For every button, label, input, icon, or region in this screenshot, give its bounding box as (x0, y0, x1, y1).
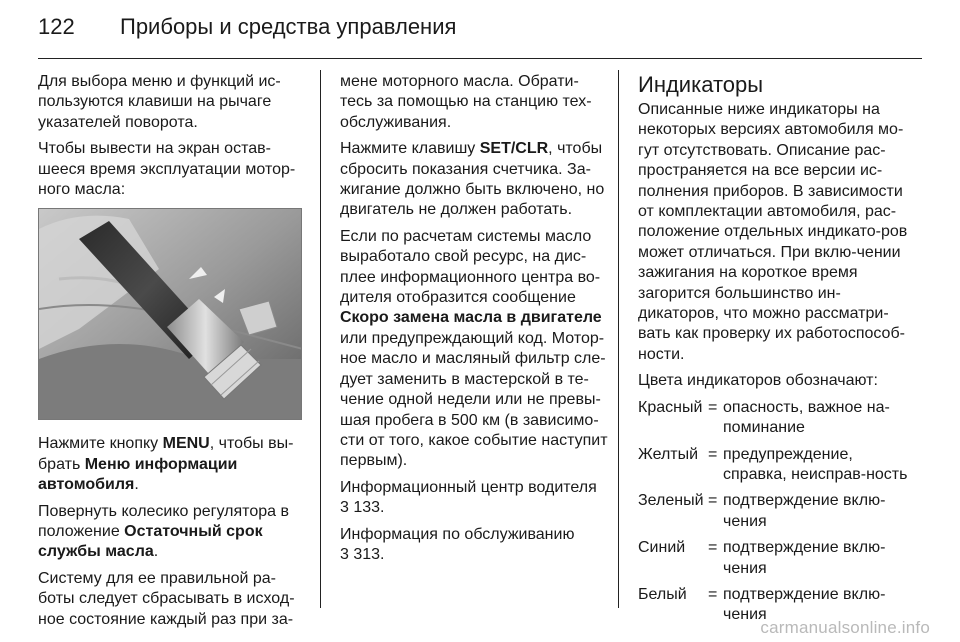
paragraph: Если по расчетам системы масло выработало свой ресурс, на дис-плее информационного центра во-дителя отобразится сообщение Скоро замена масла в двигателе или предупреждающий код. Мотор-ное масло и масляный фильтр сле-дует заменить в мастерской в те-чение одной недели или не превы-шая пробега в 500 км (в зависимо-сти от того, какое событие наступит первым). (340, 227, 608, 470)
lever-illustration (39, 209, 302, 420)
watermark: carmanualsonline.info (760, 618, 930, 637)
color-row-red: Красный = опасность, важное на-поминание (638, 398, 920, 439)
paragraph: Чтобы вывести на экран остав-шееся время эксплуатации мотор-ного масла: (38, 140, 296, 199)
column-2 (340, 72, 608, 571)
color-name: Зеленый (638, 492, 704, 510)
page-reference-link[interactable]: 3 133. (340, 499, 385, 517)
cross-reference[interactable]: Информация по обслуживанию 3 313. (340, 525, 575, 563)
page-header (38, 14, 456, 54)
paragraph: мене моторного масла. Обрати-тесь за помощью на станцию тех-обслуживания. (340, 73, 592, 131)
paragraph: Нажмите клавишу SET/CLR, чтобы сбросить показания счетчика. За-жигание должно быть включено, но двигатель не должен работать. (340, 140, 605, 219)
column-1 (38, 72, 304, 636)
indicator-color-list (638, 398, 920, 626)
color-name: Желтый (638, 445, 699, 463)
color-row-green: Зеленый = подтверждение вклю-чения (638, 491, 920, 532)
oil-life-label: Остаточный срок службы масла (38, 523, 263, 561)
oil-change-message: Скоро замена масла в двигателе (340, 309, 602, 327)
color-meaning: подтверждение вклю-чения (723, 492, 886, 530)
color-meaning: подтверждение вклю-чения (723, 585, 886, 624)
color-row-white: Белый = подтверждение вклю-чения (638, 585, 920, 626)
paragraph: Цвета индикаторов обозначают: (638, 372, 878, 390)
color-meaning: подтверждение вклю-чения (723, 539, 886, 577)
column-divider-1 (320, 70, 321, 608)
page-reference-link[interactable]: 3 313. (340, 545, 385, 563)
column-3 (638, 72, 920, 632)
turn-signal-lever-photo (38, 208, 302, 420)
set-clr-key-label: SET/CLR (479, 140, 549, 158)
header-divider (38, 58, 922, 59)
menu-key-label: MENU (162, 435, 210, 453)
page-number: 122 (38, 14, 75, 39)
color-meaning: опасность, важное на-поминание (723, 398, 890, 437)
color-name: Красный (638, 398, 703, 416)
paragraph: Нажмите кнопку MENU, чтобы вы-брать Меню информации автомобиля. (38, 435, 294, 494)
section-heading: Индикаторы (638, 72, 764, 97)
paragraph: Повернуть колесико регулятора в положение Остаточный срок службы масла. (38, 502, 289, 561)
paragraph: Систему для ее правильной ра-боты следует сбрасывать в исход-ное состояние каждый раз при за- (38, 569, 295, 628)
column-divider-2 (618, 70, 619, 608)
paragraph: Для выбора меню и функций ис-пользуются клавиши на рычаге указателей поворота. (38, 73, 281, 131)
color-row-blue: Синий = подтверждение вклю-чения (638, 538, 920, 579)
color-name: Синий (638, 539, 686, 557)
color-meaning: предупреждение, справка, неисправ-ность (723, 445, 908, 483)
paragraph: Описанные ниже индикаторы на некоторых версиях автомобиля мо-гут отсутствовать. Описание рас-пространяется на все версии ис-полнения приборов. В зависимости от комплектации автомобиля, рас-положение отдельных индикато-ров может отличаться. При вклю-чении зажигания на короткое время загорится большинство ин-дикаторов, что можно рассматри-вать как проверку их работоспособ-ности. (638, 101, 908, 363)
cross-reference[interactable]: Информационный центр водителя 3 133. (340, 478, 597, 517)
page-title: Приборы и средства управления (120, 14, 457, 39)
color-name: Белый (638, 585, 687, 603)
color-row-yellow: Желтый = предупреждение, справка, неисправ-ность (638, 445, 920, 486)
menu-name-label: Меню информации автомобиля (38, 455, 238, 494)
